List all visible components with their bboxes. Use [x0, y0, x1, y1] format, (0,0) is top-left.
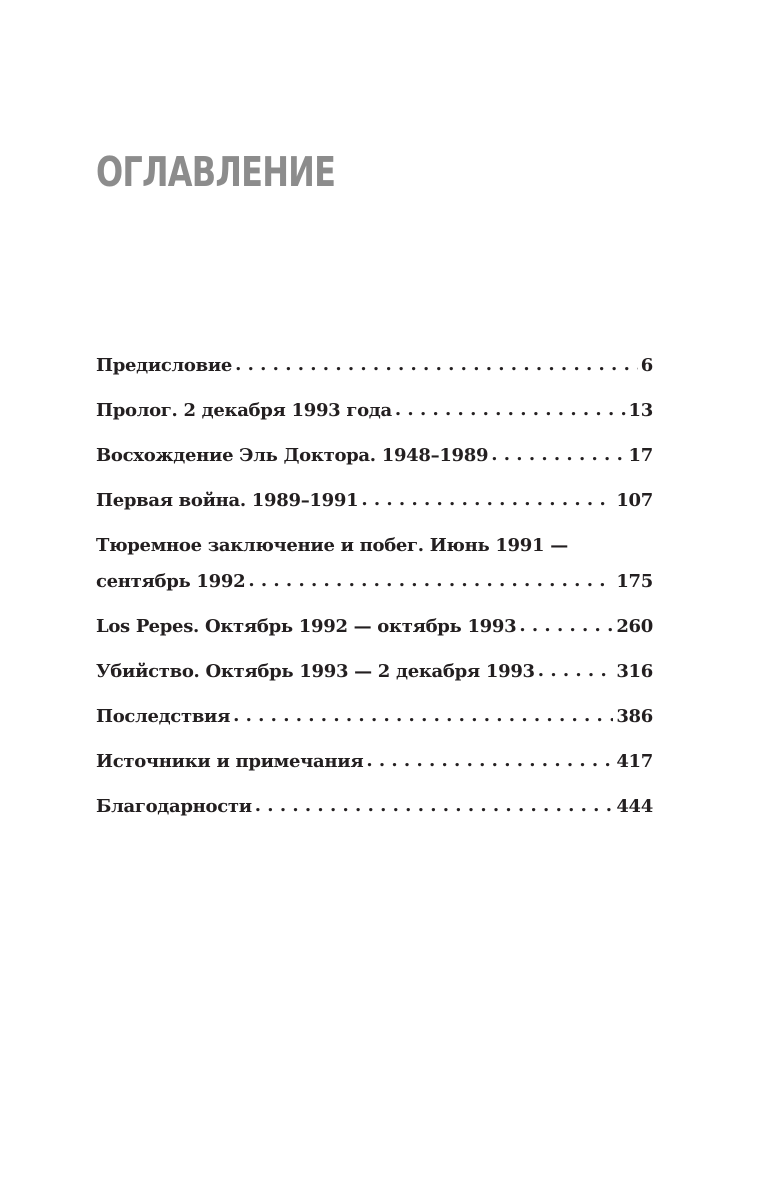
toc-entry-page: 6	[640, 355, 653, 376]
toc-entry[interactable]	[96, 750, 653, 773]
dot-leader	[233, 704, 613, 727]
toc-entry-title: Последствия	[96, 706, 231, 727]
toc-entry[interactable]	[96, 705, 653, 728]
toc-entry[interactable]	[96, 660, 653, 683]
toc-entry[interactable]	[96, 795, 653, 818]
dot-leader	[538, 659, 614, 682]
dot-leader	[366, 749, 613, 772]
dot-leader	[395, 398, 626, 421]
toc-entry-page: 417	[616, 751, 653, 772]
toc-entry-title: Предисловие	[96, 355, 233, 376]
toc-entry[interactable]	[96, 615, 653, 638]
toc-entry-page: 107	[616, 490, 653, 511]
toc-entry-title: Источники и примечания	[96, 751, 364, 772]
toc-entry-title-line2: сентябрь 1992	[96, 571, 246, 592]
toc-entry-page: 260	[616, 616, 653, 637]
toc-entry-page: 175	[616, 571, 653, 592]
toc-entry-title-line1: Тюремное заключение и побег. Июнь 1991 —	[96, 535, 568, 556]
toc-entry-page: 13	[628, 400, 653, 421]
toc-entry-title: Пролог. 2 декабря 1993 года	[96, 400, 392, 421]
page-title: ОГЛАВЛЕНИЕ	[96, 148, 336, 196]
toc-entry-title: Убийство. Октябрь 1993 — 2 декабря 1993	[96, 661, 535, 682]
dot-leader	[519, 614, 613, 637]
toc-entry-page: 444	[616, 796, 653, 817]
toc-entry-title: Благодарности	[96, 796, 252, 817]
dot-leader	[248, 569, 613, 592]
dot-leader	[361, 488, 613, 511]
toc-entry[interactable]	[96, 444, 653, 467]
toc-entry[interactable]	[96, 489, 653, 512]
toc-entry-page: 386	[616, 706, 653, 727]
toc-entry[interactable]	[96, 399, 653, 422]
toc-entry-title: Восхождение Эль Доктора. 1948–1989	[96, 445, 489, 466]
toc-entry[interactable]	[96, 354, 653, 377]
toc-entry-title: Los Pepes. Октябрь 1992 — октябрь 1993	[96, 616, 517, 637]
toc-entry[interactable]	[96, 534, 653, 593]
dot-leader	[491, 443, 625, 466]
toc-entry-page: 17	[628, 445, 653, 466]
dot-leader	[255, 794, 614, 817]
toc-entry-title: Первая война. 1989–1991	[96, 490, 359, 511]
dot-leader	[235, 353, 638, 376]
table-of-contents	[96, 354, 653, 840]
toc-entry-page: 316	[616, 661, 653, 682]
